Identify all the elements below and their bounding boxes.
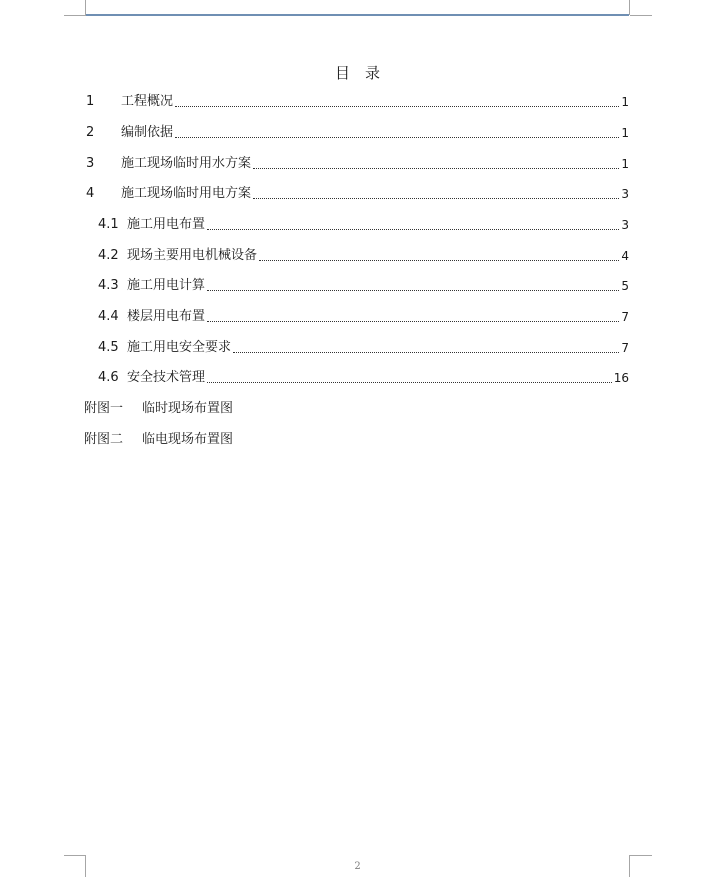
crop-mark-top-left [64, 15, 86, 16]
crop-mark-top-left-vertical [85, 0, 86, 15]
toc-entry-label: 安全技术管理 [127, 370, 206, 385]
toc-leader-dots [207, 321, 619, 322]
toc-subentry[interactable] [98, 277, 629, 295]
appendix-number: 附图二 [84, 432, 124, 447]
toc-leader-dots [207, 229, 619, 230]
toc-leader-dots [175, 106, 619, 107]
toc-entry-label: 施工用电安全要求 [127, 340, 232, 355]
toc-leader-dots [233, 352, 619, 353]
toc-entry[interactable] [86, 93, 629, 111]
toc-entry-page: 7 [621, 310, 629, 324]
toc-entry-number: 1 [86, 94, 95, 109]
toc-subentry[interactable] [98, 339, 629, 357]
toc-entry-label: 施工用电计算 [127, 278, 206, 293]
crop-mark-bottom-right [630, 855, 652, 856]
toc-entry-page: 4 [621, 249, 629, 263]
toc-entry-page: 1 [621, 126, 629, 140]
toc-subentry[interactable] [98, 369, 629, 387]
toc-leader-dots [253, 168, 619, 169]
toc-entry-number: 4.4 [98, 309, 119, 324]
toc-subentry[interactable] [98, 308, 629, 326]
toc-title: 目 录 [334, 64, 380, 82]
toc-entry-number: 4.2 [98, 248, 119, 263]
toc-entry-number: 4.5 [98, 340, 119, 355]
toc-entry-page: 3 [621, 187, 629, 201]
toc-entry-number: 4.3 [98, 278, 119, 293]
toc-entry[interactable] [86, 155, 629, 173]
appendix-number: 附图一 [84, 401, 124, 416]
crop-mark-top-right-vertical [629, 0, 630, 15]
appendix-label: 临电现场布置图 [142, 432, 234, 447]
toc-entry-label: 施工现场临时用水方案 [121, 156, 252, 171]
toc-entry-label: 工程概况 [121, 94, 174, 109]
toc-leader-dots [207, 290, 619, 291]
appendix-entry[interactable] [84, 400, 233, 418]
toc-entry-page: 16 [613, 371, 629, 385]
toc-leader-dots [175, 137, 619, 138]
appendix-entry[interactable] [84, 431, 233, 449]
toc-entry-page: 7 [621, 341, 629, 355]
toc-leader-dots [259, 260, 619, 261]
toc-leader-dots [253, 198, 619, 199]
toc-entry-number: 4.1 [98, 217, 119, 232]
toc-entry-page: 1 [621, 95, 629, 109]
toc-subentry[interactable] [98, 247, 629, 265]
toc-entry-label: 施工用电布置 [127, 217, 206, 232]
appendix-label: 临时现场布置图 [142, 401, 234, 416]
toc-leader-dots [207, 382, 612, 383]
toc-entry-page: 5 [621, 279, 629, 293]
header-rule [86, 14, 629, 16]
toc-entry-label: 编制依据 [121, 125, 174, 140]
page-number: 2 [354, 861, 361, 872]
toc-entry-page: 1 [621, 157, 629, 171]
toc-subentry[interactable] [98, 216, 629, 234]
toc-entry-page: 3 [621, 218, 629, 232]
toc-entry[interactable] [86, 124, 629, 142]
toc-entry[interactable] [86, 185, 629, 203]
crop-mark-bottom-left [64, 855, 86, 856]
toc-entry-label: 现场主要用电机械设备 [127, 248, 258, 263]
toc-entry-number: 4 [86, 186, 95, 201]
toc-entry-label: 楼层用电布置 [127, 309, 206, 324]
toc-entry-number: 3 [86, 156, 95, 171]
toc-entry-number: 4.6 [98, 370, 119, 385]
toc-entry-label: 施工现场临时用电方案 [121, 186, 252, 201]
toc-entry-number: 2 [86, 125, 95, 140]
crop-mark-top-right [630, 15, 652, 16]
